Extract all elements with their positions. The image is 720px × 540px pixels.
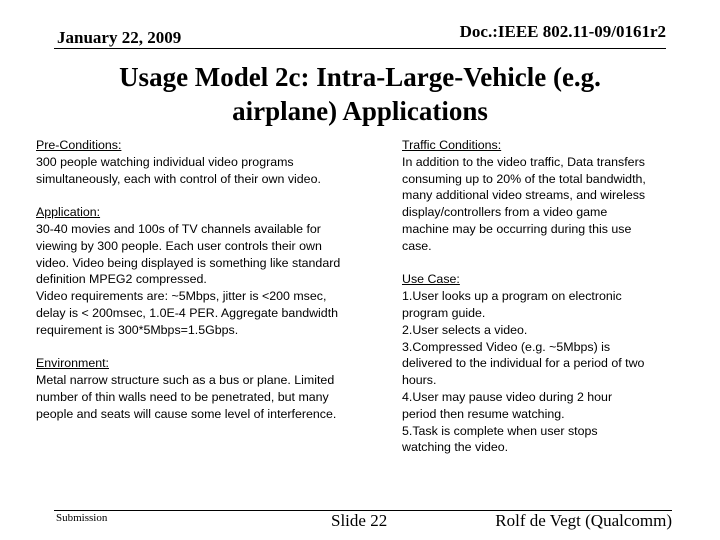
use-case-line: watching the video. [402,440,509,455]
environment-line: people and seats will cause some level of interference. [36,406,337,421]
use-case-line: delivered to the individual for a period of two [402,356,645,371]
application-line: Video requirements are: ~5Mbps, jitter is <200 msec, [36,289,327,304]
header-divider [54,48,666,49]
application-line: video. Video being displayed is something like standard [36,255,341,270]
slide-title [40,60,680,128]
application-line: 30-40 movies and 100s of TV channels available for [36,221,321,236]
right-column [402,137,692,473]
environment-section [36,355,386,422]
environment-heading: Environment: [36,356,110,371]
use-case-line: 3.Compressed Video (e.g. ~5Mbps) is [402,339,611,354]
header-date: January 22, 2009 [57,28,182,47]
footer-submission: Submission [56,512,108,524]
use-case-line: 1.User looks up a program on electronic [402,289,622,304]
environment-line: number of thin walls need to be penetrated, but many [36,389,329,404]
use-case-line: 5.Task is complete when user stops [402,423,598,438]
application-line: viewing by 300 people. Each user controls their own [36,238,322,253]
preconditions-line: 300 people watching individual video programs [36,154,294,169]
application-line: delay is < 200msec, 1.0E-4 PER. Aggregate bandwidth [36,305,339,320]
use-case-line: program guide. [402,305,486,320]
footer-author: Rolf de Vegt (Qualcomm) [495,511,672,530]
preconditions-line: simultaneously, each with control of their own video. [36,171,321,186]
preconditions-section [36,137,386,187]
traffic-line: consuming up to 20% of the total bandwidth, [402,171,646,186]
use-case-heading: Use Case: [402,272,460,287]
slide-title-line-1: Usage Model 2c: Intra-Large-Vehicle (e.g. [119,62,601,92]
application-line: requirement is 300*5Mbps=1.5Gbps. [36,322,239,337]
use-case-line: 2.User selects a video. [402,322,528,337]
application-line: definition MPEG2 compressed. [36,272,207,287]
application-heading: Application: [36,205,101,220]
application-section [36,204,386,338]
traffic-section [402,137,692,255]
use-case-line: hours. [402,373,437,388]
traffic-line: case. [402,238,432,253]
use-case-section [402,271,692,456]
traffic-line: In addition to the video traffic, Data transfers [402,154,645,169]
environment-line: Metal narrow structure such as a bus or plane. Limited [36,373,335,388]
footer-slide-number: Slide 22 [331,511,388,530]
traffic-line: many additional video streams, and wireless [402,188,646,203]
use-case-line: 4.User may pause video during 2 hour [402,389,613,404]
traffic-line: display/controllers from a video game [402,205,608,220]
left-column [36,137,386,439]
traffic-line: machine may be occurring during this use [402,221,632,236]
slide-title-line-2: airplane) Applications [232,96,488,126]
header-doc-id: Doc.:IEEE 802.11-09/0161r2 [459,22,666,41]
use-case-line: period then resume watching. [402,406,565,421]
traffic-heading: Traffic Conditions: [402,138,502,152]
preconditions-heading: Pre-Conditions: [36,138,122,152]
